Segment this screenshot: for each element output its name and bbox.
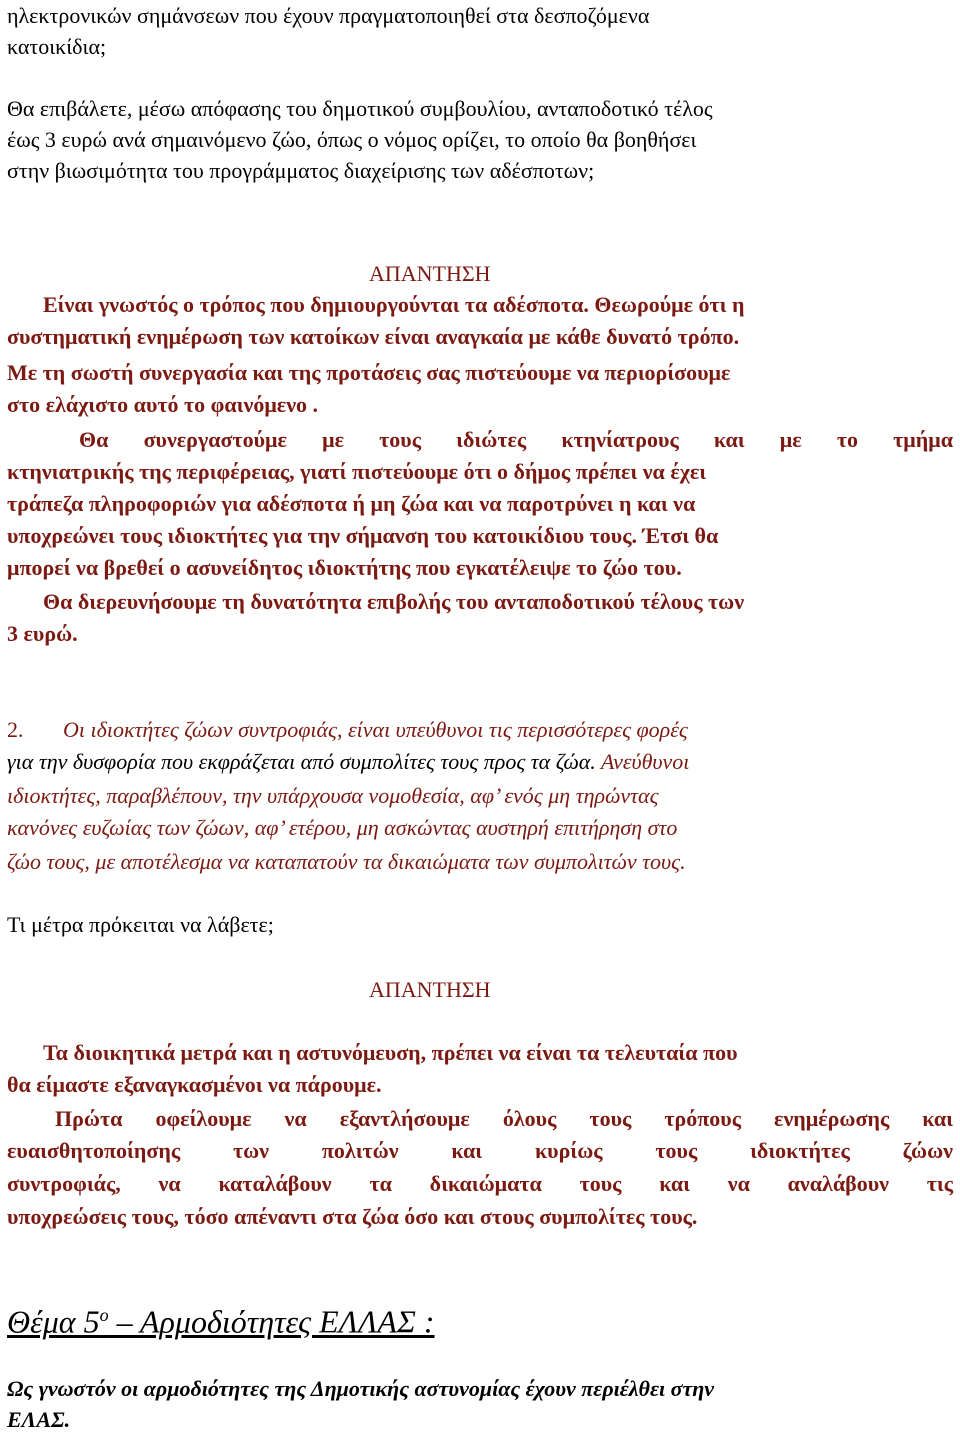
question-line: κανόνες ευζωίας των ζώων, αφ’ ετέρου, μη ασκώντας αυστηρή επιτήρηση στο xyxy=(7,815,678,840)
answer-line: τράπεζα πληροφοριών για αδέσποτα ή μη ζώα και να παροτρύνει η και να xyxy=(7,491,696,516)
question-text: Τι μέτρα πρόκειται να λάβετε; xyxy=(7,912,274,937)
answer-line: μπορεί να βρεθεί ο ασυνείδητος ιδιοκτήτης που εγκατέλειψε το ζώο του. xyxy=(7,555,682,580)
q1-line: ηλεκτρονικών σημάνσεων που έχουν πραγματοποιηθεί στα δεσποζόμενα xyxy=(7,3,650,28)
answer-line: Με τη σωστή συνεργασία και της προτάσεις σας πιστεύουμε να περιορίσουμε xyxy=(7,360,731,385)
answer-line: στο ελάχιστο αυτό το φαινόμενο . xyxy=(7,392,319,417)
question-line: ιδιοκτήτες, παραβλέπουν, την υπάρχουσα νομοθεσία, αφ’ ενός μη τηρώντας xyxy=(7,783,659,808)
answer-line: Τα διοικητικά μετρά και η αστυνόμευση, πρέπει να είναι τα τελευταία που xyxy=(43,1040,738,1065)
answer-line: Θα διερευνήσουμε τη δυνατότητα επιβολής του ανταποδοτικού τέλους των xyxy=(43,589,745,614)
answer-line: Θα συνεργαστούμε με τους ιδιώτες κτηνίατρους και με το τμήμα xyxy=(79,427,953,452)
section-heading-text: Θέμα 5 xyxy=(7,1303,100,1340)
section-heading-text: – Αρμοδιότητες ΕΛΛΑΣ : xyxy=(108,1303,435,1340)
question-line: ζώο τους, με αποτέλεσμα να καταπατούν τα δικαιώματα των συμπολιτών τους. xyxy=(7,849,686,874)
section-line: ΕΛΑΣ. xyxy=(7,1407,71,1432)
question-line-part: Ανεύθυνοι xyxy=(595,749,690,774)
answer-line: συντροφιάς, να καταλάβουν τα δικαιώματα τους και να αναλάβουν τις xyxy=(7,1171,953,1196)
answer-line: θα είμαστε εξαναγκασμένοι να πάρουμε. xyxy=(7,1072,382,1097)
answer-line: ευαισθητοποίησης των πολιτών και κυρίως τους ιδιοκτήτες ζώων xyxy=(7,1138,953,1163)
q1-line: κατοικίδια; xyxy=(7,34,107,59)
answer-line: συστηματική ενημέρωση των κατοίκων είναι αναγκαία με κάθε δυνατό τρόπο. xyxy=(7,324,740,349)
question-line xyxy=(7,746,689,777)
q1-line: Θα επιβάλετε, μέσω απόφασης του δημοτικού συμβουλίου, ανταποδοτικό τέλος xyxy=(7,96,713,121)
answer-heading: ΑΠΑΝΤΗΣΗ xyxy=(369,977,491,1002)
answer-line: Είναι γνωστός ο τρόπος που δημιουργούνται τα αδέσποτα. Θεωρούμε ότι η xyxy=(43,292,745,317)
answer-heading: ΑΠΑΝΤΗΣΗ xyxy=(369,261,491,286)
answer-line: κτηνιατρικής της περιφέρειας, γιατί πιστεύουμε ότι ο δήμος πρέπει να έχει xyxy=(7,459,707,484)
section-line: Ως γνωστόν οι αρμοδιότητες της Δημοτικής αστυνομίας έχουν περιέλθει στην xyxy=(7,1376,715,1401)
answer-line: υποχρεώνει τους ιδιοκτήτες για την σήμανση του κατοικίδιου τους. Έτσι θα xyxy=(7,523,719,548)
question-number: 2. xyxy=(7,717,24,742)
q1-line: στην βιωσιμότητα του προγράμματος διαχείρισης των αδέσποτων; xyxy=(7,158,595,183)
question-line: Οι ιδιοκτήτες ζώων συντροφιάς, είναι υπεύθυνοι τις περισσότερες φορές xyxy=(63,717,688,742)
question-line-part: για την δυσφορία που εκφράζεται από συμπολίτες τους προς τα ζώα. xyxy=(7,749,596,774)
answer-line: υποχρεώσεις τους, τόσο απέναντι στα ζώα όσο και στους συμπολίτες τους. xyxy=(7,1204,698,1229)
section-heading-superscript: ο xyxy=(99,1305,109,1325)
section-heading xyxy=(7,1300,435,1338)
q1-line: έως 3 ευρώ ανά σημαινόμενο ζώο, όπως ο νόμος ορίζει, το οποίο θα βοηθήσει xyxy=(7,127,697,152)
answer-line: Πρώτα οφείλουμε να εξαντλήσουμε όλους τους τρόπους ενημέρωσης και xyxy=(55,1106,953,1131)
answer-line: 3 ευρώ. xyxy=(7,621,78,646)
